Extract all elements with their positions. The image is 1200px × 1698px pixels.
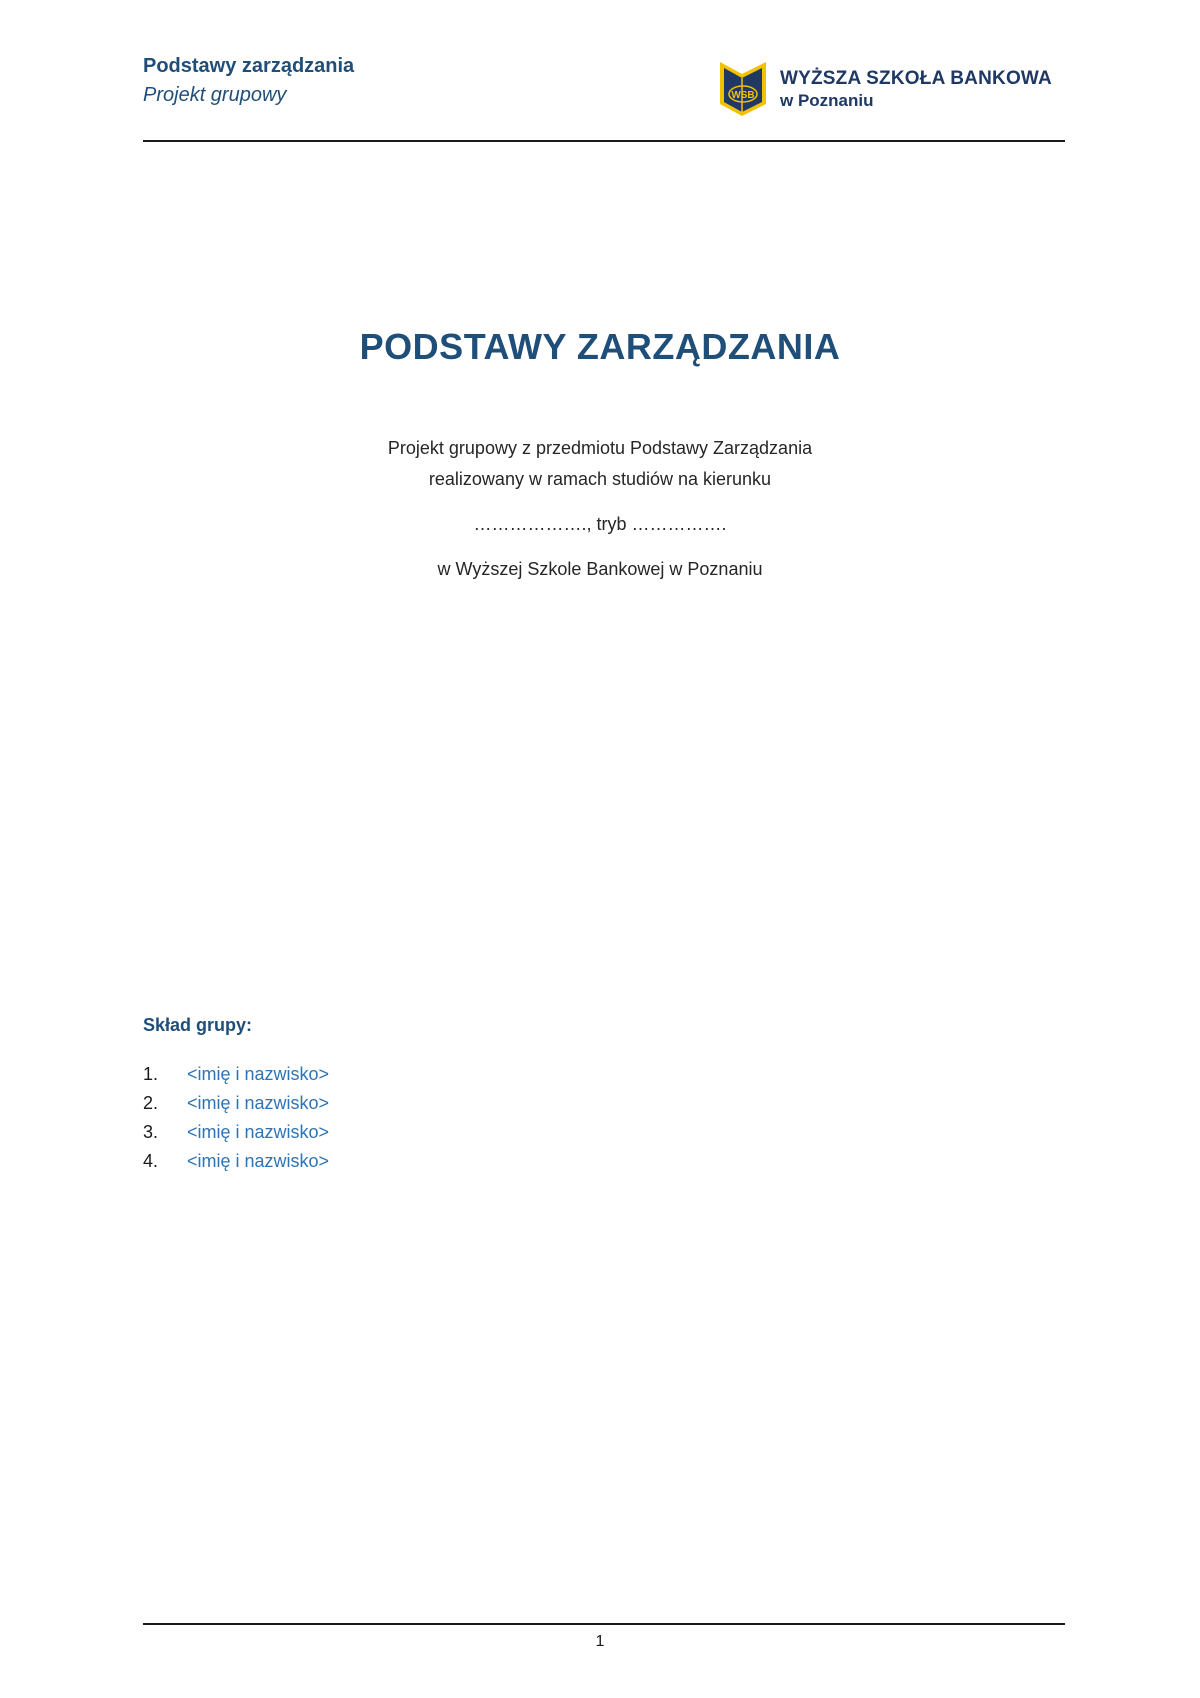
header-subtitle: Projekt grupowy bbox=[143, 84, 287, 106]
member-name-placeholder: <imię i nazwisko> bbox=[187, 1122, 330, 1142]
logo-city: w Poznaniu bbox=[780, 91, 874, 110]
description-line-1: Projekt grupowy z przedmiotu Podstawy Zarządzania bbox=[387, 438, 813, 458]
group-members-list bbox=[143, 1060, 329, 1176]
emblem-text: WSB bbox=[731, 90, 755, 101]
document-title: PODSTAWY ZARZĄDZANIA bbox=[359, 326, 841, 367]
description-field-study-mode: ………………., tryb ……………. bbox=[473, 514, 727, 534]
list-item bbox=[143, 1060, 329, 1089]
wsb-emblem-icon bbox=[718, 60, 768, 118]
header-left bbox=[143, 52, 354, 110]
description-school: w Wyższej Szkole Bankowej w Poznaniu bbox=[437, 559, 763, 579]
member-number: 3. bbox=[143, 1122, 159, 1142]
list-item bbox=[143, 1118, 329, 1147]
footer-divider bbox=[143, 1623, 1065, 1625]
member-name-placeholder: <imię i nazwisko> bbox=[187, 1093, 330, 1113]
member-number: 2. bbox=[143, 1093, 159, 1113]
list-item bbox=[143, 1147, 329, 1176]
member-number: 4. bbox=[143, 1151, 159, 1171]
member-number: 1. bbox=[143, 1064, 159, 1084]
list-item bbox=[143, 1089, 329, 1118]
member-name-placeholder: <imię i nazwisko> bbox=[187, 1151, 330, 1171]
page-number: 1 bbox=[595, 1633, 605, 1650]
description-line-2: realizowany w ramach studiów na kierunku bbox=[428, 469, 772, 489]
school-logo bbox=[718, 60, 1052, 120]
header-divider bbox=[143, 140, 1065, 142]
group-heading: Skład grupy: bbox=[143, 1015, 253, 1035]
header-title: Podstawy zarządzania bbox=[143, 55, 355, 77]
logo-school-name: WYŻSZA SZKOŁA BANKOWA bbox=[780, 68, 1052, 89]
logo-text bbox=[780, 60, 1052, 112]
member-name-placeholder: <imię i nazwisko> bbox=[187, 1064, 330, 1084]
